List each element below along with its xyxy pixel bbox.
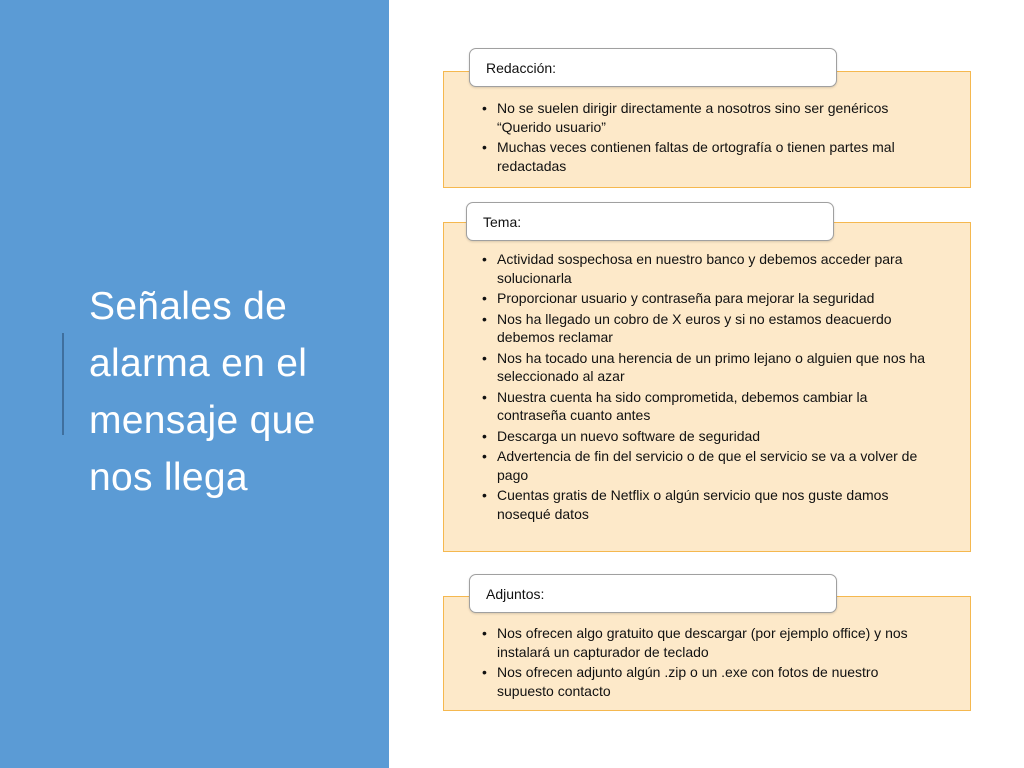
section-redaccion-list [482, 99, 934, 177]
section-tema-list [482, 250, 934, 525]
list-item: • Descarga un nuevo software de seguridad [482, 427, 934, 446]
list-item: • Nos ha tocado una herencia de un primo lejano o alguien que nos ha seleccionado al azar [482, 349, 934, 386]
section-adjuntos-box [443, 596, 971, 711]
list-item: • Nos ha llegado un cobro de X euros y si no estamos deacuerdo debemos reclamar [482, 310, 934, 347]
list-item: • No se suelen dirigir directamente a nosotros sino ser genéricos “Querido usuario” [482, 99, 934, 136]
list-item: • Actividad sospechosa en nuestro banco y debemos acceder para solucionarla [482, 250, 934, 287]
list-item: • Nos ofrecen algo gratuito que descargar (por ejemplo office) y nos instalará un capturador de teclado [482, 624, 934, 661]
list-item: • Muchas veces contienen faltas de ortografía o tienen partes mal redactadas [482, 138, 934, 175]
list-item: • Proporcionar usuario y contraseña para mejorar la seguridad [482, 289, 934, 308]
accent-bar [62, 333, 64, 435]
section-tema-header: Tema: [466, 202, 834, 241]
list-item: • Nuestra cuenta ha sido comprometida, debemos cambiar la contraseña cuanto antes [482, 388, 934, 425]
list-item: • Advertencia de fin del servicio o de que el servicio se va a volver de pago [482, 447, 934, 484]
section-adjuntos-list [482, 624, 934, 702]
section-redaccion-box [443, 71, 971, 188]
section-adjuntos-header: Adjuntos: [469, 574, 837, 613]
list-item: • Nos ofrecen adjunto algún .zip o un .exe con fotos de nuestro supuesto contacto [482, 663, 934, 700]
section-tema-box [443, 222, 971, 552]
list-item: • Cuentas gratis de Netflix o algún servicio que nos guste damos nosequé datos [482, 486, 934, 523]
section-redaccion-header: Redacción: [469, 48, 837, 87]
slide-title: Señales de alarma en el mensaje que nos llega [89, 285, 316, 499]
